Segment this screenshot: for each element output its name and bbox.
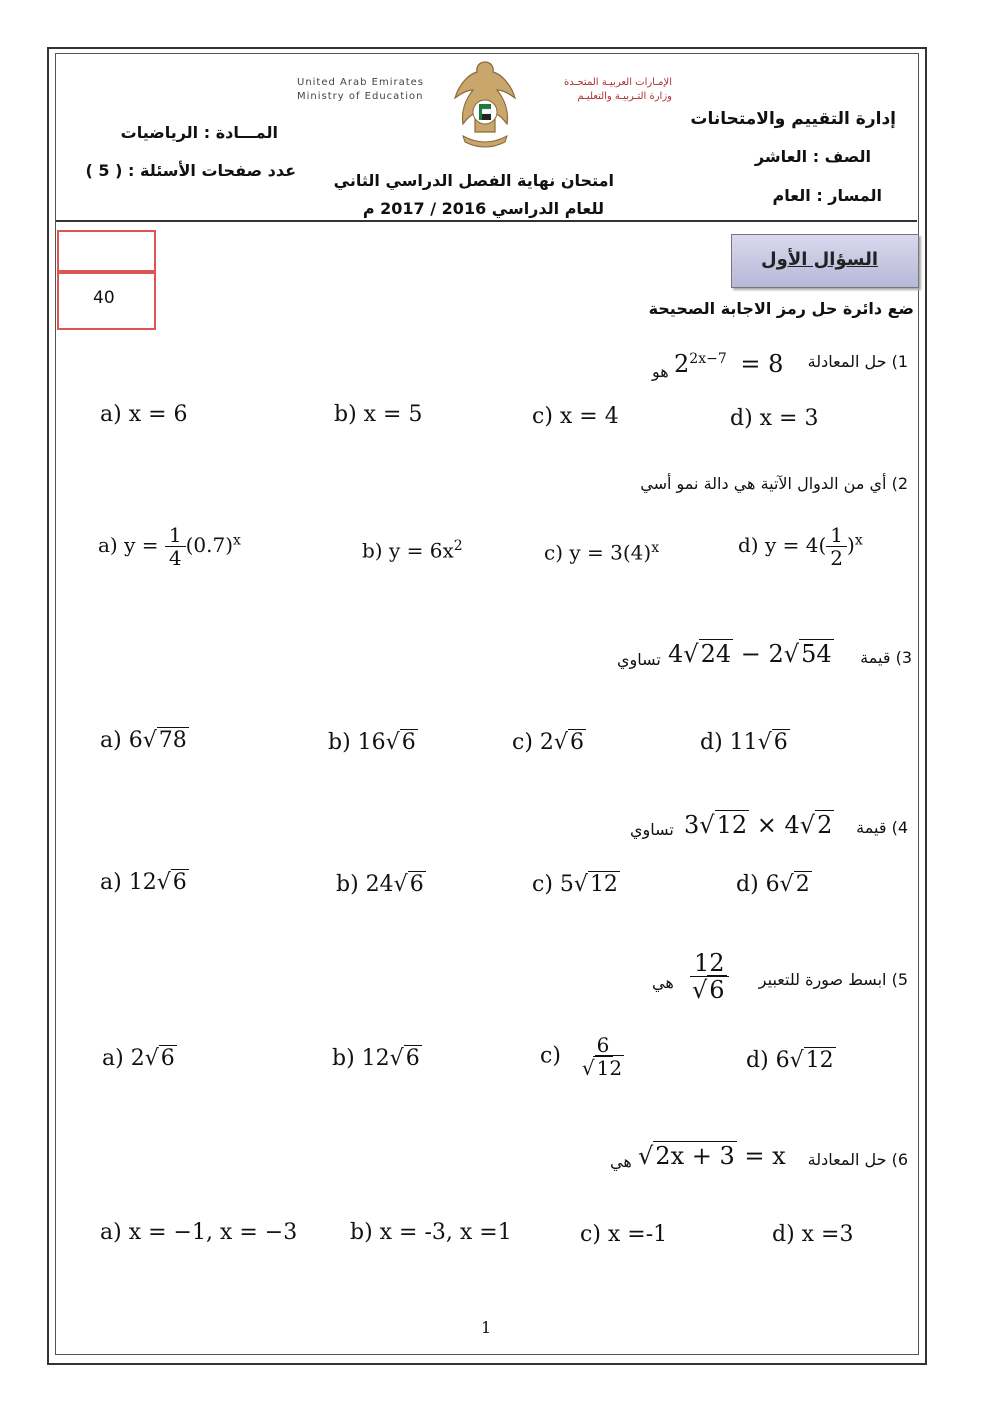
ministry-name-en (297, 76, 424, 104)
ministry-name-ar (538, 76, 672, 104)
q3-option-d[interactable]: d) 11√6 (700, 730, 788, 755)
q3d-coef: d) 11 (700, 730, 758, 755)
question-1-prefix: 1) حل المعادلة (807, 352, 908, 371)
q5a-rad: 6 (160, 1046, 175, 1071)
q2a-base: (0.7) (185, 533, 234, 557)
question-5-expression: $\frac{12}{√6}$ (690, 950, 729, 1004)
q1-base: 2 (674, 350, 690, 378)
q4d-rad: 2 (795, 872, 810, 897)
grade-label: الصف : العاشر (754, 147, 871, 166)
q2d-exp: x (854, 532, 863, 549)
subject-label: المـــادة : الرياضيات (120, 123, 278, 142)
section-title: السؤال الأول (761, 249, 878, 270)
q4b-rad: 6 (409, 872, 424, 897)
q5d-rad: 12 (805, 1048, 834, 1073)
q2a-num: 1 (165, 524, 186, 547)
q6-option-a[interactable]: a) x = −1, x = −3 (100, 1220, 298, 1245)
q1-option-b[interactable]: b) x = 5 (334, 402, 423, 427)
q3-option-b[interactable]: b) 16√6 (328, 730, 416, 755)
question-pages-label: عدد صفحات الأسئلة : ( 5 ) (85, 161, 296, 180)
q4a-coef: a) 12 (100, 870, 157, 895)
question-6-suffix: هي (610, 1152, 632, 1171)
q5a-coef: a) 2 (102, 1046, 145, 1071)
question-3-suffix: تساوي (617, 650, 661, 669)
question-6-prefix: 6) حل المعادلة (807, 1150, 908, 1169)
q1-option-c[interactable]: c) x = 4 (532, 404, 619, 429)
question-1-stem (808, 352, 908, 371)
q2-option-b[interactable] (362, 538, 463, 563)
q5b-coef: b) 12 (332, 1046, 390, 1071)
q3-option-a[interactable]: a) 6√78 (100, 728, 187, 753)
q4c-coef: c) 5 (532, 872, 574, 897)
track-label: المسار : العام (772, 186, 882, 205)
q6-option-d[interactable]: d) x =3 (772, 1222, 854, 1247)
q3a-coef: a) 6 (100, 728, 143, 753)
score-box-total (57, 272, 156, 330)
q3b-rad: 6 (401, 730, 416, 755)
q5c-den-rad: 12 (596, 1056, 623, 1080)
question-4-suffix: تساوي (630, 820, 674, 839)
question-1-equation (674, 350, 783, 378)
q2c-expr: c) y = 3(4) (544, 540, 652, 565)
ministry-en-line1: United Arab Emirates (297, 77, 425, 88)
q3-coef2: 2 (768, 640, 784, 668)
q4-option-d[interactable]: d) 6√2 (736, 872, 810, 897)
q2b-exp: 2 (453, 538, 463, 554)
question-2-stem: 2) أي من الدوال الآتية هي دالة نمو أسي (640, 474, 908, 493)
question-1-suffix: هو (652, 362, 669, 381)
q3c-coef: c) 2 (512, 730, 554, 755)
q2a-lhs: a) y = (98, 533, 159, 557)
q2-option-d[interactable] (738, 524, 863, 569)
question-3-prefix: 3) قيمة (860, 648, 912, 667)
question-4-prefix: 4) قيمة (856, 818, 908, 837)
q3a-rad: 78 (158, 728, 187, 753)
q4b-coef: b) 24 (336, 872, 394, 897)
q5c-num: 6 (593, 1034, 614, 1057)
q3b-coef: b) 16 (328, 730, 386, 755)
department-title: إدارة التقييم والامتحانات (690, 109, 896, 129)
q4-option-b[interactable]: b) 24√6 (336, 872, 424, 897)
q3-rad1: 24 (700, 640, 732, 668)
q4-rad1: 12 (716, 811, 748, 839)
ministry-ar-line1: الإمـارات العربيـة المتحـدة (564, 77, 672, 88)
q6-radicand: 2x + 3 (655, 1142, 735, 1170)
q4-option-c[interactable]: c) 5√12 (532, 872, 618, 897)
q4-operator: × (749, 811, 785, 839)
q1-rhs: = 8 (740, 350, 784, 378)
uae-emblem-icon (449, 58, 521, 150)
q2b-expr: b) y = 6x (362, 538, 454, 563)
q3-rad2: 54 (801, 640, 832, 668)
q6-option-b[interactable]: b) x = -3, x =1 (350, 1220, 512, 1245)
q2c-exp: x (651, 540, 660, 556)
q1-exponent: 2x−7 (689, 351, 727, 367)
q5d-coef: d) 6 (746, 1048, 790, 1073)
q5-option-b[interactable]: b) 12√6 (332, 1046, 420, 1071)
ministry-ar-line2: وزارة التـربيـة والتعليـم (577, 91, 672, 102)
q3-option-c[interactable]: c) 2√6 (512, 730, 584, 755)
question-6-expression: √2x + 3 = x (638, 1142, 786, 1170)
q5-option-c[interactable]: c) $\frac{6}{√ 12}$ (540, 1033, 623, 1080)
question-3-expression: 4√24 − 2√54 (668, 640, 832, 668)
q3-operator: − (733, 640, 769, 668)
q2-option-c[interactable] (544, 540, 659, 565)
q3-coef1: 4 (668, 640, 684, 668)
q5c-label: c) (540, 1043, 561, 1069)
question-5-suffix: هي (652, 973, 674, 992)
q1-option-a[interactable]: a) x = 6 (100, 402, 188, 427)
q4-coef2: 4 (784, 811, 800, 839)
q5-den-rad: 6 (709, 976, 725, 1005)
q4-option-a[interactable]: a) 12√6 (100, 870, 187, 895)
academic-year: للعام الدراسي 2016 / 2017 م (362, 199, 604, 218)
q2-option-a[interactable] (98, 524, 241, 569)
q5-option-a[interactable]: a) 2√6 (102, 1046, 175, 1071)
q1-option-d[interactable]: d) x = 3 (730, 406, 819, 431)
q2d-num: 1 (826, 524, 847, 547)
q4-rad2: 2 (817, 811, 833, 839)
q3c-rad: 6 (569, 730, 584, 755)
q2a-den: 4 (168, 546, 182, 570)
q2d-lhs: d) y = 4( (738, 533, 827, 557)
q6-rhs: = x (736, 1142, 786, 1170)
q4a-rad: 6 (172, 870, 187, 895)
page-number: 1 (481, 1318, 492, 1337)
q6-option-c[interactable]: c) x =-1 (580, 1222, 668, 1247)
q2d-den: 2 (830, 546, 843, 570)
q4c-rad: 12 (589, 872, 618, 897)
score-box-obtained (57, 230, 156, 272)
q2d-close: ) (847, 533, 855, 557)
ministry-en-line2: Ministry of Education (297, 91, 424, 102)
score-total-value: 40 (93, 288, 115, 308)
q5-option-d[interactable]: d) 6√12 (746, 1048, 834, 1073)
q4-coef1: 3 (684, 811, 700, 839)
exam-title: امتحان نهاية الفصل الدراسي الثاني (333, 171, 614, 190)
q4d-coef: d) 6 (736, 872, 780, 897)
header-divider (56, 220, 917, 222)
question-4-expression: 3√12 × 4√2 (684, 811, 833, 839)
q2a-exp: x (233, 532, 241, 549)
q5-num: 12 (690, 950, 729, 977)
question-5-prefix: 5) ابسط صورة للتعبير (758, 970, 908, 989)
section-instruction: ضع دائرة حل رمز الاجابة الصحيحة (648, 299, 914, 318)
q3d-rad: 6 (773, 730, 788, 755)
q5b-rad: 6 (405, 1046, 420, 1071)
section-title-box (731, 234, 919, 288)
